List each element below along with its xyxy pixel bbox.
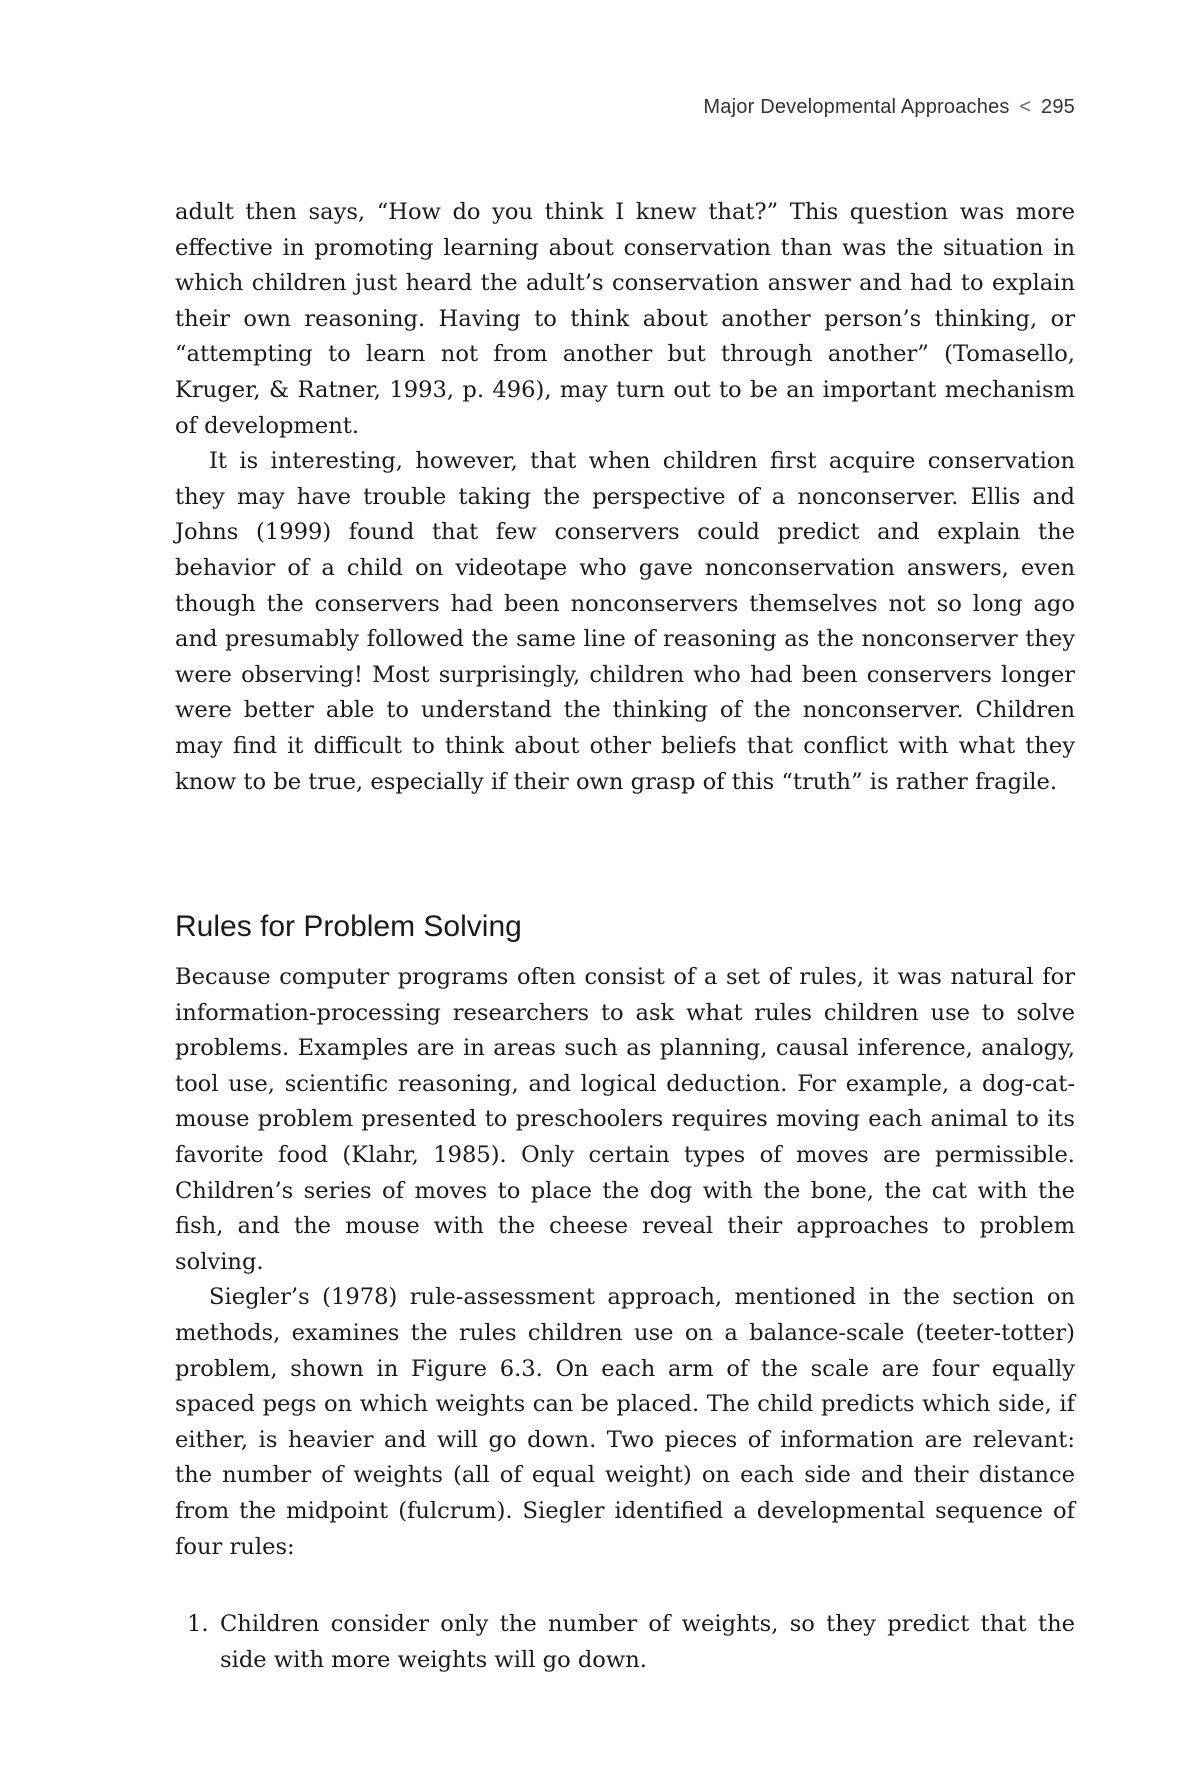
list-item [175, 1607, 1075, 1678]
running-head-separator: < [1019, 96, 1032, 118]
body-text-section [175, 960, 1075, 1565]
rules-list [175, 1607, 1075, 1678]
page-number: 295 [1041, 96, 1075, 118]
paragraph-siegler: Siegler’s (1978) rule-assessment approach, mentioned in the section on methods, examines the rules children use on a balance-scale (teeter-totter) problem, shown in Figure 6.3. On each arm of the scale are four equally spaced pegs on which weights can be placed. The child predicts which side, if either, is heavier and will go down. Two pieces of information are relevant: the number of weights (all of equal weight) on each side and their distance from the midpoint (fulcrum). Siegler identified a developmental sequence of four rules: [175, 1284, 1075, 1560]
list-item-number: 1. [187, 1611, 209, 1637]
paragraph-perspective: It is interesting, however, that when children first acquire conservation they may have trouble taking the perspective of a nonconserver. Ellis and Johns (1999) found that few conservers could predict and explain the behavior of a child on videotape who gave nonconservation answers, even though the conservers had been nonconservers themselves not so long ago and presumably followed the same line of reasoning as the nonconserver they were observing! Most surprisingly, children who had been conservers longer were better able to understand the thinking of the nonconserver. Children may find it difficult to think about other beliefs that conflict with what they know to be true, especially if their own grasp of this “truth” is rather fragile. [175, 448, 1075, 795]
section-heading: Rules for Problem Solving [175, 910, 522, 943]
body-text-top [175, 195, 1075, 800]
running-head-title: Major Developmental Approaches [703, 96, 1010, 118]
running-head [703, 96, 1075, 119]
paragraph-continuation: adult then says, “How do you think I knew that?” This question was more effective in promoting learning about conservation than was the situation in which children just heard the adult’s conservation answer and had to explain their own reasoning. Having to think about another person’s thinking, or “attempting to learn not from another but through another” (Tomasello, Kruger, & Ratner, 1993, p. 496), may turn out to be an important mechanism of development. [175, 199, 1075, 439]
list-item-text: Children consider only the number of weights, so they predict that the side with more weights will go down. [220, 1611, 1075, 1673]
paragraph-rules-intro: Because computer programs often consist of a set of rules, it was natural for information-processing researchers to ask what rules children use to solve problems. Examples are in areas such as planning, causal inference, analogy, tool use, scientific reasoning, and logical deduction. For example, a dog-cat-mouse problem presented to preschoolers requires moving each animal to its favorite food (Klahr, 1985). Only certain types of moves are permissible. Children’s series of moves to place the dog with the bone, the cat with the fish, and the mouse with the cheese reveal their approaches to problem solving. [175, 964, 1075, 1275]
